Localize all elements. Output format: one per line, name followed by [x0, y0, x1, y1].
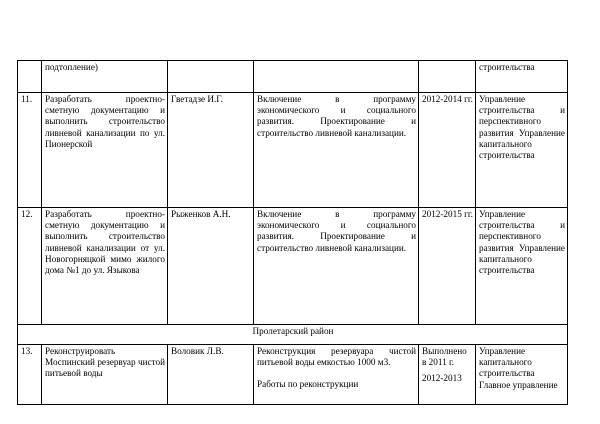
row-number [18, 61, 42, 93]
region-heading: Пролетарский район [18, 325, 568, 345]
description-text: Реконструкция резервуара чистой питьевой воды емкостью 1000 м3. [257, 346, 416, 368]
table-row [18, 208, 568, 325]
description-continuation: Работы по реконструкции [257, 379, 359, 390]
responsible-person-cell [168, 61, 254, 93]
period-cell: 2012-2015 гг. [419, 208, 476, 325]
description-cell [254, 345, 419, 405]
table-row [18, 93, 568, 208]
executor-cell: строительства [476, 61, 568, 93]
task-cell: Разработать проектно-сметную документацию и выполнить строительство ливневой канализации от ул. Новогорняцкой мимо жилого дома №1 до ул. Языкова [42, 208, 168, 325]
description-cell [254, 61, 419, 93]
row-number: 11. [18, 93, 42, 208]
task-cell: подтопление) [42, 61, 168, 93]
responsible-person-cell: Гветадзе И.Г. [168, 93, 254, 208]
responsible-person-cell: Рыженков А.Н. [168, 208, 254, 325]
period-cell [419, 61, 476, 93]
measures-table [17, 60, 568, 405]
period-range: 2012-2013 [422, 373, 462, 384]
period-status: Выполнено в 2011 г. [422, 346, 467, 368]
table-row [18, 345, 568, 405]
task-cell: Реконструировать Моспинский резервуар чистой питьевой воды [42, 345, 168, 405]
row-number: 13. [18, 345, 42, 405]
executor-cell: Управление строительства и перспективного развития Управление капитального строительства [476, 208, 568, 325]
description-cell: Включение в программу экономического и социального развития. Проектирование и строительство ливневой канализации. [254, 93, 419, 208]
row-number: 12. [18, 208, 42, 325]
executor-cell: Управление капитального строительства Главное управление [476, 345, 568, 405]
description-cell: Включение в программу экономического и социального развития. Проектирование и строительство ливневой канализации. [254, 208, 419, 325]
task-cell: Разработать проектно-сметную документацию и выполнить строительство ливневой канализации по ул. Пионерской [42, 93, 168, 208]
table-row [18, 61, 568, 93]
responsible-person-cell: Воловик Л.В. [168, 345, 254, 405]
region-row [18, 325, 568, 345]
period-cell: 2012-2014 гг. [419, 93, 476, 208]
period-cell [419, 345, 476, 405]
executor-cell: Управление строительства и перспективного развития Управление капитального строительства [476, 93, 568, 208]
